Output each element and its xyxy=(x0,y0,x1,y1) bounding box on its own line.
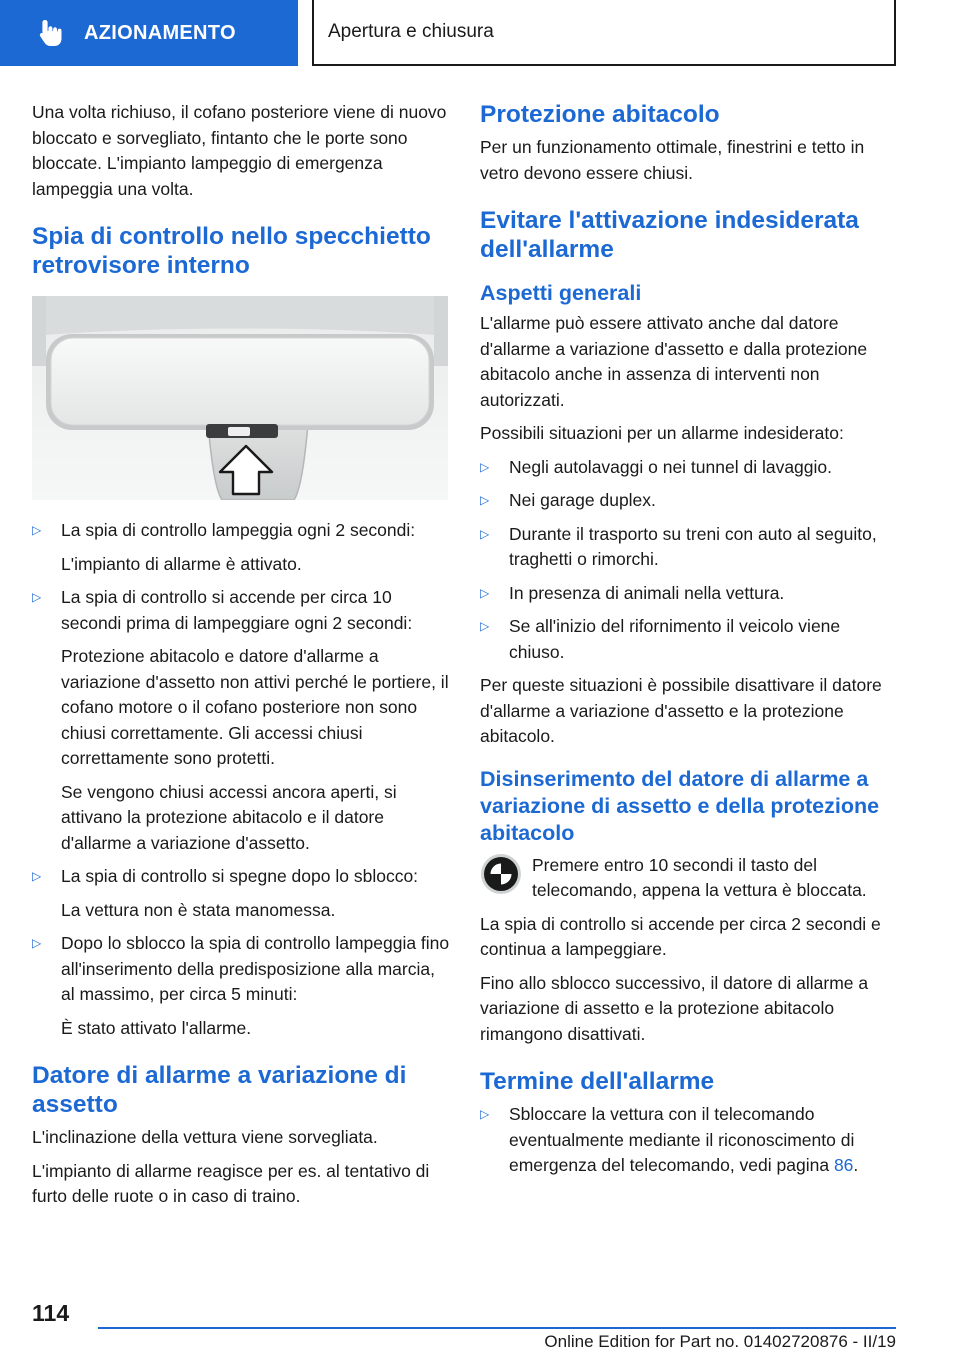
bmw-logo-button-icon xyxy=(480,853,522,895)
page-header xyxy=(0,0,960,66)
chapter-title: Apertura e chiusura xyxy=(328,21,494,42)
left-column xyxy=(32,100,450,1218)
list-item: ▷ Durante il trasporto su treni con auto al seguito, traghetti o rimorchi. xyxy=(480,523,877,569)
remote-button-text: Premere entro 10 secondi il tasto del telecomando, appena la vettura è bloccata. xyxy=(532,854,867,900)
right-column xyxy=(480,100,900,1187)
triangle-bullet-icon: ▷ xyxy=(32,869,42,883)
edition-note: Online Edition for Part no. 01402720876 - II/19 xyxy=(544,1332,896,1351)
list-item: ▷ Nei garage duplex. xyxy=(480,488,900,514)
list-item: ▷ La spia di controllo lampeggia ogni 2 secondi: L'impianto di allarme è attivato. xyxy=(32,520,416,574)
list-item: ▷ Se all'inizio del rifornimento il veicolo viene chiuso. xyxy=(480,616,841,662)
triangle-bullet-icon: ▷ xyxy=(480,585,490,600)
footer-divider xyxy=(98,1327,896,1329)
page-reference-link[interactable]: 86 xyxy=(833,1155,854,1175)
heading-termine: Termine dell'allarme xyxy=(480,1068,715,1095)
heading-aspetti: Aspetti generali xyxy=(480,281,642,305)
triangle-bullet-icon: ▷ xyxy=(480,1107,490,1121)
heading-evitare: Evitare l'attivazione indesiderata dell'allarme xyxy=(480,207,859,263)
intro-paragraph: Una volta richiuso, il cofano posteriore viene di nuovo bloccato e sorvegliato, fintanto che le porte sono bloccate. L'impianto lampeggio di emergenza lampeggia una volta. xyxy=(32,102,447,199)
section-tab xyxy=(0,0,298,66)
triangle-bullet-icon: ▷ xyxy=(32,590,42,604)
datore-paragraph-1: L'inclinazione della vettura viene sorvegliata. xyxy=(32,1127,378,1147)
triangle-bullet-icon: ▷ xyxy=(32,936,42,950)
rearview-mirror-illustration xyxy=(32,296,448,500)
list-item: ▷ In presenza di animali nella vettura. xyxy=(480,581,900,607)
heading-datore: Datore di allarme a variazione di assetto xyxy=(32,1062,407,1118)
triangle-bullet-icon: ▷ xyxy=(32,523,42,537)
situazioni-paragraph: Per queste situazioni è possibile disattivare il datore d'allarme a variazione d'assetto e la protezione abitacolo. xyxy=(480,675,882,746)
situazioni-list xyxy=(480,455,900,666)
remote-button-instruction xyxy=(480,853,900,904)
aspetti-paragraph-1: L'allarme può essere attivato anche dal datore d'allarme a variazione d'assetto e dalla protezione abitacolo anche in assenza di interventi non autorizzati. xyxy=(480,313,868,410)
termine-list xyxy=(480,1102,900,1179)
triangle-bullet-icon: ▷ xyxy=(480,526,490,541)
hand-pointer-icon xyxy=(38,18,64,48)
section-label: AZIONAMENTO xyxy=(84,21,236,44)
heading-disinserimento: Disinserimento del datore di allarme a variazione di assetto e della protezione abitacolo xyxy=(480,766,880,845)
triangle-bullet-icon: ▷ xyxy=(480,459,490,474)
mirror-figure xyxy=(32,296,448,500)
heading-spia: Spia di controllo nello specchietto retrovisore interno xyxy=(32,223,431,279)
list-item: ▷ Negli autolavaggi o nei tunnel di lavaggio. xyxy=(480,455,900,481)
page-number: 114 xyxy=(32,1300,70,1326)
disinserimento-paragraph-1: La spia di controllo si accende per circa 2 secondi e continua a lampeggiare. xyxy=(480,913,881,959)
triangle-bullet-icon: ▷ xyxy=(480,493,490,507)
spia-list xyxy=(32,518,450,1041)
list-item: ▷ La spia di controllo si accende per circa 10 secondi prima di lampeggiare ogni 2 secondi: Protezione abitacolo e datore d'allarme a variazione d'assetto non attivi perché le portiere, il cofano motore o il cofano posteriore non sono chiusi correttamente. Gli accessi chiusi correttamente sono protetti. Se vengono chiusi accessi ancora aperti, si attivano la protezione abitacolo e il datore d'allarme a variazione d'assetto. xyxy=(32,587,449,853)
list-item: ▷ Sbloccare la vettura con il telecomando eventualmente mediante il riconoscimento di emergenza del telecomando, vedi pagina 86. xyxy=(480,1104,859,1175)
protezione-paragraph: Per un funzionamento ottimale, finestrini e tetto in vetro devono essere chiusi. xyxy=(480,137,865,183)
disinserimento-paragraph-2: Fino allo sblocco successivo, il datore di allarme a variazione di assetto e la protezione abitacolo rimangono disattivati. xyxy=(480,972,869,1044)
aspetti-paragraph-2: Possibili situazioni per un allarme indesiderato: xyxy=(480,423,844,443)
datore-paragraph-2: L'impianto di allarme reagisce per es. al tentativo di furto delle ruote o in caso di traino. xyxy=(32,1160,430,1206)
list-item: ▷ Dopo lo sblocco la spia di controllo lampeggia fino all'inserimento della predisposizione alla marcia, al massimo, per circa 5 minuti: È stato attivato l'allarme. xyxy=(32,933,450,1038)
triangle-bullet-icon: ▷ xyxy=(480,619,490,633)
list-item: ▷ La spia di controllo si spegne dopo lo sblocco: La vettura non è stata manomessa. xyxy=(32,866,419,920)
heading-protezione: Protezione abitacolo xyxy=(480,101,720,128)
chapter-box xyxy=(312,0,896,66)
